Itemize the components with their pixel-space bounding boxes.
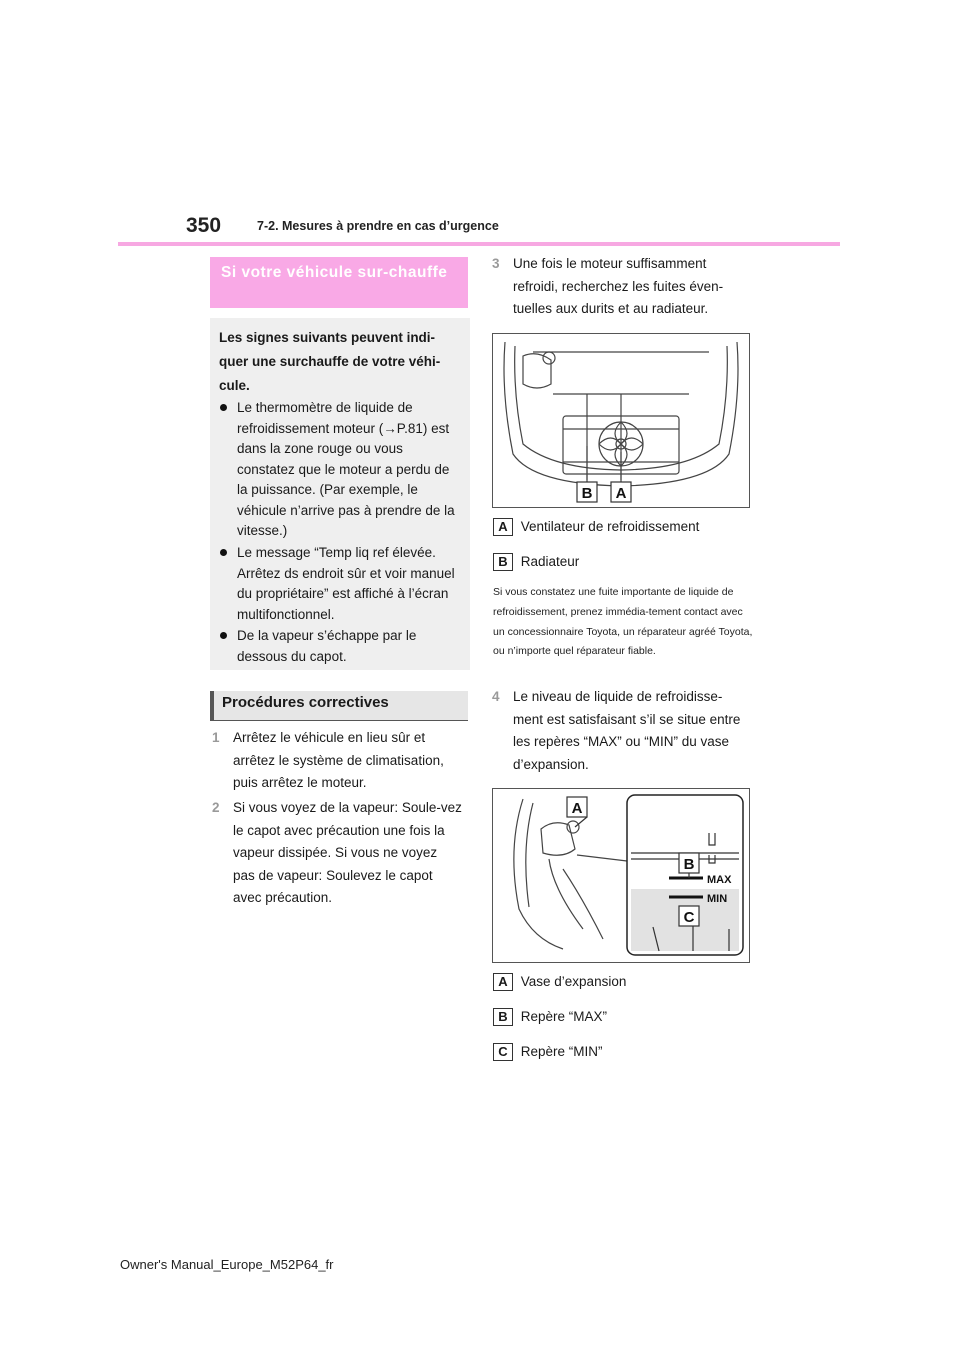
procedures-title: Procédures correctives [222,694,389,711]
step-number: 3 [492,256,500,271]
symptom-bullet [220,626,460,667]
legend-text: Repère “MIN” [520,1044,603,1059]
step-number: 2 [212,800,220,815]
legend-tag: C [493,1043,513,1061]
legend-item-a [493,518,699,536]
callout-b-label: B [683,856,695,873]
expansion-tank-illustration [493,789,749,962]
symptoms-intro: Les signes suivants peuvent indi-quer une surchauffe de votre véhi-cule. [219,330,441,393]
bullet-dot-icon [220,632,227,639]
footer-doc-id: Owner's Manual_Europe_M52P64_fr [120,1257,334,1272]
step-2 [212,797,462,910]
legend-tag: A [493,973,513,991]
symptom-bullet [220,398,460,542]
max-mark-label: MAX [707,874,732,886]
legend-item-b [493,1008,607,1026]
engine-bay-figure [492,333,750,508]
bullet-dot-icon [220,549,227,556]
header-rule [118,242,840,246]
legend-text: Ventilateur de refroidissement [520,519,700,534]
min-mark-label: MIN [707,893,728,905]
legend-item-b [493,553,579,571]
engine-bay-illustration [493,334,749,507]
bullet-dot-icon [220,404,227,411]
symptom-text: De la vapeur s’échappe par le dessous du capot. [237,628,417,664]
symptom-text: Le thermomètre de liquide de refroidissement moteur (→P.81) est dans la zone rouge ou vous constatez que le moteur a perdu de la puissance. (Par exemple, le véhicule n’arrive pas à prendre de la vitesse.) [237,400,455,538]
step-text: Si vous voyez de la vapeur: Soule-vez le capot avec précaution une fois la vapeur dissipée. Si vous ne voyez pas de vapeur: Soulevez le capot avec précaution. [233,800,462,905]
callout-b-label: B [581,485,593,502]
callout-c-label: C [683,909,695,926]
step-4 [492,686,747,776]
symptom-bullet [220,543,460,625]
legend-item-a [493,973,626,991]
callout-a-label: A [571,800,583,817]
step-text: Une fois le moteur suffisamment refroidi, recherchez les fuites éven-tuelles aux durits et au radiateur. [513,256,724,316]
expansion-tank-figure [492,788,750,963]
leak-note: Si vous constatez une fuite importante de liquide de refroidissement, prenez immédia-tement contact avec un concessionnaire Toyota, un réparateur agréé Toyota, ou n’importe quel réparateur fiable. [493,586,753,658]
legend-item-c [493,1043,603,1061]
legend-tag: A [493,518,513,536]
step-3 [492,253,747,321]
legend-tag: B [493,1008,513,1026]
step-text: Arrêtez le véhicule en lieu sûr et arrêtez le système de climatisation, puis arrêtez le moteur. [233,730,444,790]
step-number: 4 [492,689,500,704]
section-title: 7-2. Mesures à prendre en cas d’urgence [257,219,499,233]
legend-text: Radiateur [520,554,580,569]
legend-text: Vase d’expansion [520,974,627,989]
legend-tag: B [493,553,513,571]
page-number: 350 [186,214,222,237]
step-text: Le niveau de liquide de refroidisse-ment est satisfaisant s’il se situe entre les repères “MAX” ou “MIN” du vase d’expansion. [513,689,741,772]
symptom-text: Le message “Temp liq ref élevée. Arrêtez ds endroit sûr et voir manuel du propriétaire” est affiché à l’écran multifonctionnel. [237,545,455,622]
overheat-title: Si votre véhicule sur-chauffe [221,264,448,281]
legend-text: Repère “MAX” [520,1009,608,1024]
step-number: 1 [212,730,220,745]
callout-a-label: A [615,485,627,502]
step-1 [212,727,462,795]
